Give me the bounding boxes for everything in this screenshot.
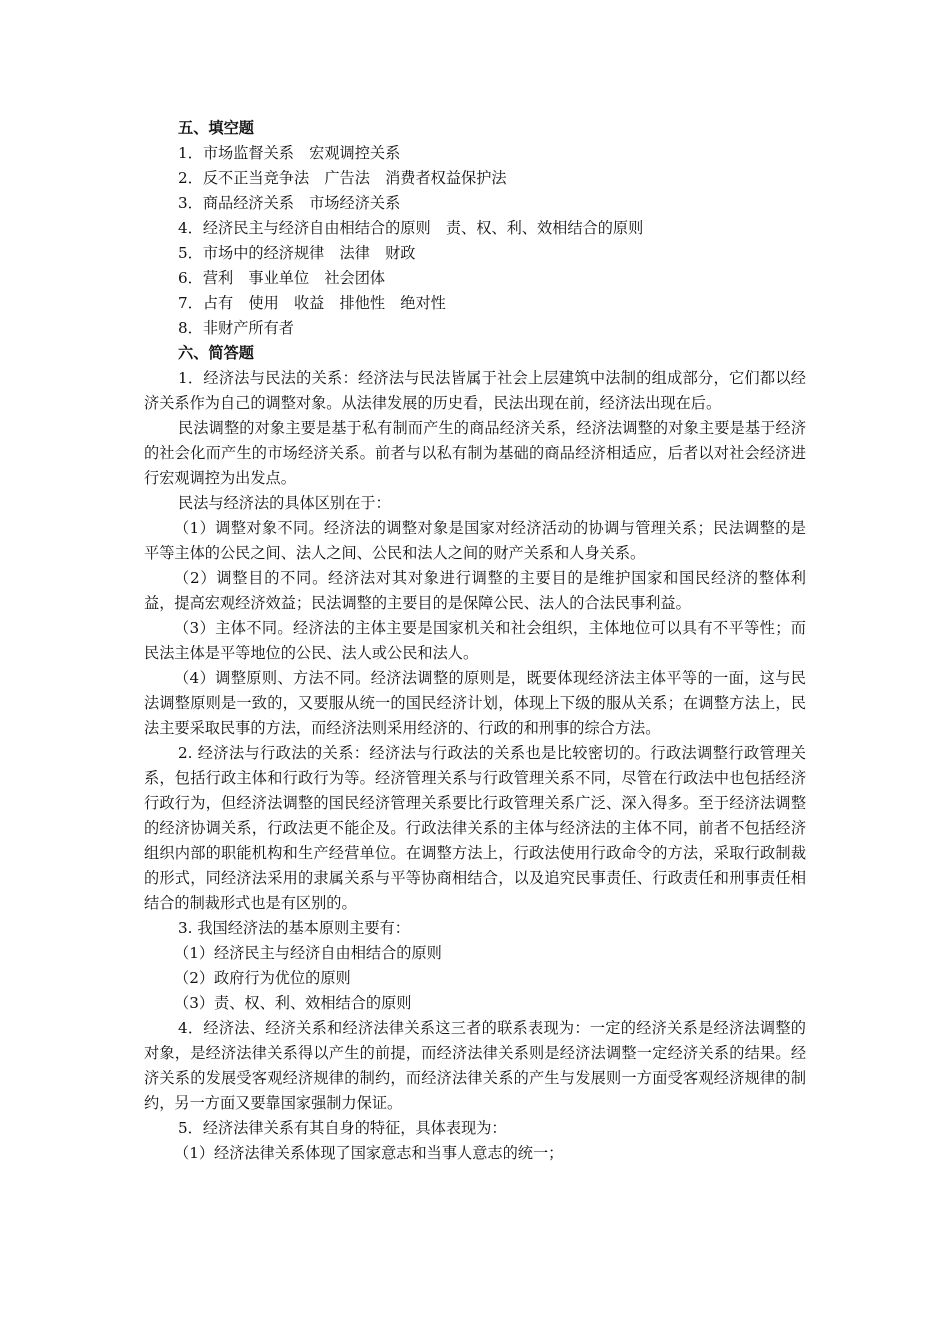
q1-difference-item: （3）主体不同。经济法的主体主要是国家机关和社会组织，主体地位可以具有不平等性；而民法主体是平等地位的公民、法人或公民和法人。 [144,619,806,662]
q1-difference-item: （1）调整对象不同。经济法的调整对象是国家对经济活动的协调与管理关系；民法调整的是平等主体的公民之间、法人之间、公民和法人之间的财产关系和人身关系。 [144,519,806,562]
section-heading-fill-in: 五、填空题 [178,119,254,137]
answer-item: 2．反不正当竞争法 广告法 消费者权益保护法 [178,169,507,187]
q1-difference-item: （4）调整原则、方法不同。经济法调整的原则是，既要体现经济法主体平等的一面，这与民法调整原则是一致的，又要服从统一的国民经济计划，体现上下级的服从关系；在调整方法上，民法主要采取民事的方法，而经济法则采用经济的、行政的和刑事的综合方法。 [144,669,806,737]
q2-paragraph: 2. 经济法与行政法的关系：经济法与行政法的关系也是比较密切的。行政法调整行政管理关系，包括行政主体和行政行为等。经济管理关系与行政管理关系不同，尽管在行政法中也包括经济行政行为，但经济法调整的国民经济管理关系要比行政管理关系广泛、深入得多。至于经济法调整的经济协调关系，行政法更不能企及。行政法律关系的主体与经济法的主体不同，前者不包括经济组织内部的职能机构和生产经营单位。在调整方法上，行政法使用行政命令的方法，采取行政制裁的形式，同经济法采用的隶属关系与平等协商相结合，以及追究民事责任、行政责任和刑事责任相结合的制裁形式也是有区别的。 [144,744,806,912]
q5-intro: 5．经济法律关系有其自身的特征，具体表现为： [178,1119,507,1137]
q1-paragraph: 民法与经济法的具体区别在于： [178,494,391,512]
answer-item: 7．占有 使用 收益 排他性 绝对性 [178,294,446,312]
q1-difference-item: （2）调整目的不同。经济法对其对象进行调整的主要目的是维护国家和国民经济的整体利益，提高宏观经济效益；民法调整的主要目的是保障公民、法人的合法民事利益。 [144,569,806,612]
answer-item: 1．市场监督关系 宏观调控关系 [178,144,401,162]
q3-intro: 3. 我国经济法的基本原则主要有： [178,919,410,937]
answer-item: 6．营利 事业单位 社会团体 [178,269,386,287]
section-heading-short-answer: 六、简答题 [178,344,254,362]
answer-item: 5．市场中的经济规律 法律 财政 [178,244,416,262]
document-page [144,116,806,1166]
q1-paragraph: 民法调整的对象主要是基于私有制而产生的商品经济关系，经济法调整的对象主要是基于经济的社会化而产生的市场经济关系。前者与以私有制为基础的商品经济相适应，后者以对社会经济进行宏观调控为出发点。 [144,419,806,487]
q3-principle-item: （2）政府行为优位的原则 [174,969,351,987]
q3-principle-item: （3）责、权、利、效相结合的原则 [174,994,412,1012]
q4-paragraph: 4．经济法、经济关系和经济法律关系这三者的联系表现为：一定的经济关系是经济法调整的对象，是经济法律关系得以产生的前提，而经济法律关系则是经济法调整一定经济关系的结果。经济关系的发展受客观经济规律的制约，而经济法律关系的产生与发展则一方面受客观经济规律的制约，另一方面又要靠国家强制力保证。 [144,1019,806,1112]
q5-feature-item: （1）经济法律关系体现了国家意志和当事人意志的统一； [174,1144,564,1162]
answer-item: 8．非财产所有者 [178,319,294,337]
q1-paragraph: 1．经济法与民法的关系：经济法与民法皆属于社会上层建筑中法制的组成部分，它们都以经济关系作为自己的调整对象。从法律发展的历史看，民法出现在前，经济法出现在后。 [144,369,806,412]
answer-item: 4．经济民主与经济自由相结合的原则 责、权、利、效相结合的原则 [178,219,644,237]
q3-principle-item: （1）经济民主与经济自由相结合的原则 [174,944,442,962]
answer-item: 3．商品经济关系 市场经济关系 [178,194,401,212]
